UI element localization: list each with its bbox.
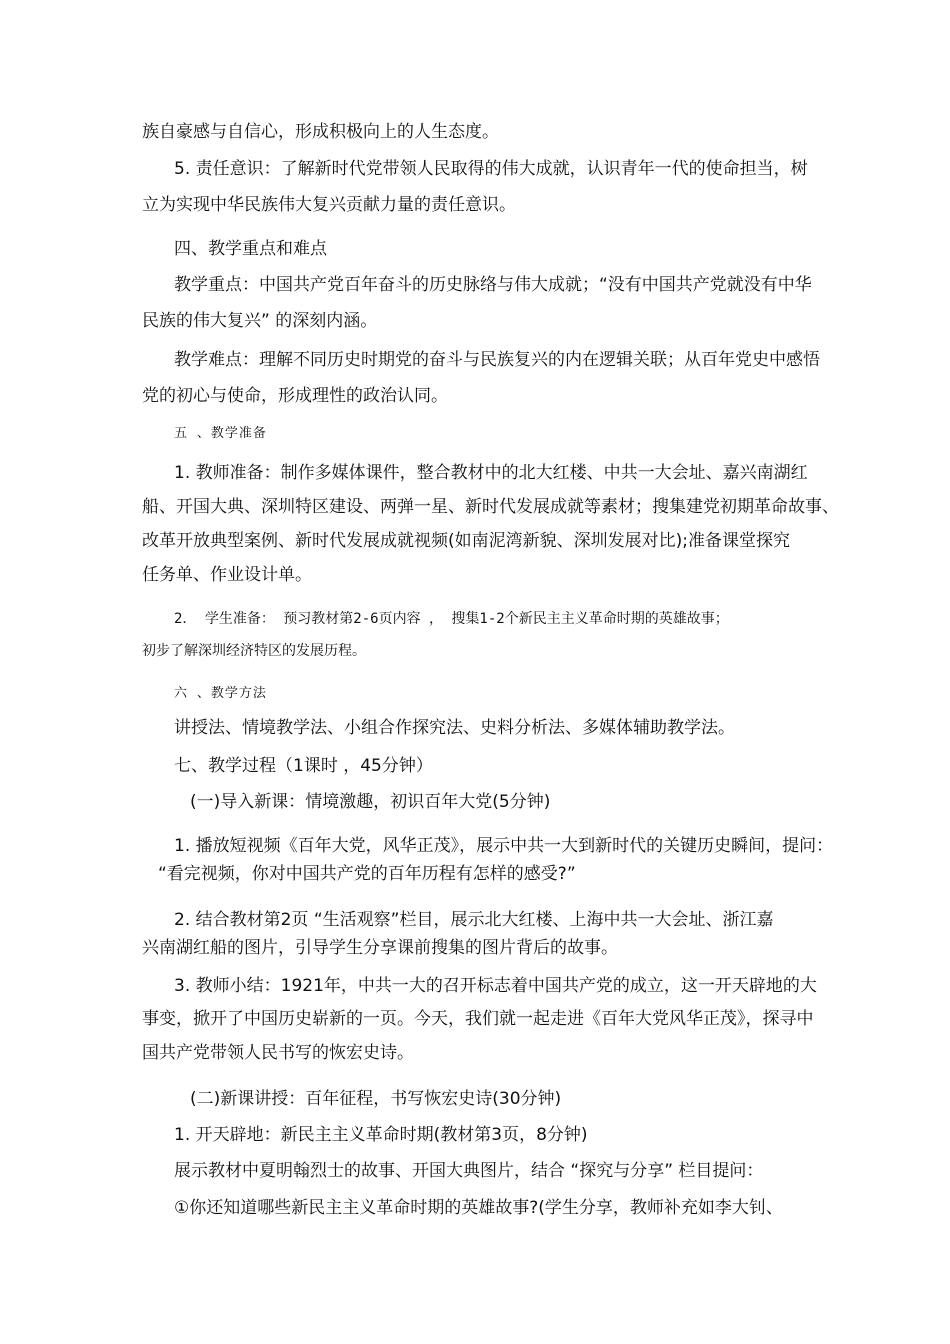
section-heading-6: 六 、教学方法 (174, 686, 267, 701)
text-line-28: 1. 开天辟地：新民主主义革命时期(教材第3页，8分钟) (174, 1125, 588, 1145)
text-line-22: 2. 结合教材第2页 “生活观察”栏目，展示北大红楼、上海中共一大会址、浙江嘉 (174, 910, 774, 930)
text-line-17: 讲授法、情境教学法、小组合作探究法、史料分析法、多媒体辅助教学法。 (174, 718, 735, 738)
subsection-heading-1: (一)导入新课：情境激趣，初识百年大党(5分钟) (190, 792, 551, 812)
text-line-24: 3. 教师小结：1921年，中共一大的召开标志着中国共产党的成立，这一开天辟地的大 (174, 976, 817, 996)
text-line-13: 任务单、作业设计单。 (142, 565, 312, 585)
text-line-12: 改革开放典型案例、新时代发展成就视频(如南泥湾新貌、深圳发展对比);准备课堂探究 (142, 531, 790, 551)
text-line-8: 党的初心与使命，形成理性的政治认同。 (142, 386, 448, 406)
text-line-6: 民族的伟大复兴” 的深刻内涵。 (142, 311, 378, 331)
text-line-1: 族自豪感与自信心，形成积极向上的人生态度。 (142, 122, 499, 142)
section-heading-7: 七、教学过程（1课时 ，45分钟） (174, 756, 433, 776)
text-line-3: 立为实现中华民族伟大复兴贡献力量的责任意识。 (142, 195, 516, 215)
text-line-29: 展示教材中夏明翰烈士的故事、开国大典图片，结合 “探究与分享” 栏目提问： (174, 1161, 764, 1181)
text-line-10: 1. 教师准备：制作多媒体课件，整合教材中的北大红楼、中共一大会址、嘉兴南湖红 (174, 463, 808, 483)
text-line-26: 国共产党带领人民书写的恢宏史诗。 (142, 1043, 414, 1063)
text-line-15: 初步了解深圳经济特区的发展历程。 (142, 643, 366, 659)
section-heading-5: 五 、教学准备 (174, 426, 267, 441)
section-heading-4: 四、教学重点和难点 (174, 239, 327, 259)
text-line-23: 兴南湖红船的图片，引导学生分享课前搜集的图片背后的故事。 (142, 938, 618, 958)
text-line-2: 5. 责任意识：了解新时代党带领人民取得的伟大成就，认识青年一代的使命担当，树 (174, 159, 808, 179)
text-line-25: 事变，掀开了中国历史崭新的一页。今天，我们就一起走进《百年大党风华正茂》，探寻中 (142, 1009, 814, 1029)
subsection-heading-2: (二)新课讲授：百年征程，书写恢宏史诗(30分钟) (190, 1089, 562, 1109)
text-line-11: 船、开国大典、深圳特区建设、两弹一星、新时代发展成就等素材；搜集建党初期革命故事、 (142, 497, 839, 517)
text-line-7: 教学难点：理解不同历史时期党的奋斗与民族复兴的内在逻辑关联；从百年党史中感悟 (174, 350, 820, 370)
text-line-14: 2． 学生准备： 预习教材第2-6页内容 ， 搜集1-2个新民主主义革命时期的英雄故事； (174, 611, 729, 627)
text-line-30: ①你还知道哪些新民主主义革命时期的英雄故事?(学生分享，教师补充如李大钊、 (174, 1198, 783, 1218)
text-line-20: 1. 播放短视频《百年大党，风华正茂》，展示中共一大到新时代的关键历史瞬间，提问： (174, 836, 834, 856)
text-line-5: 教学重点：中国共产党百年奋斗的历史脉络与伟大成就；“没有中国共产党就没有中华 (174, 275, 812, 295)
text-line-21: “看完视频，你对中国共产党的百年历程有怎样的感受?” (158, 864, 576, 884)
